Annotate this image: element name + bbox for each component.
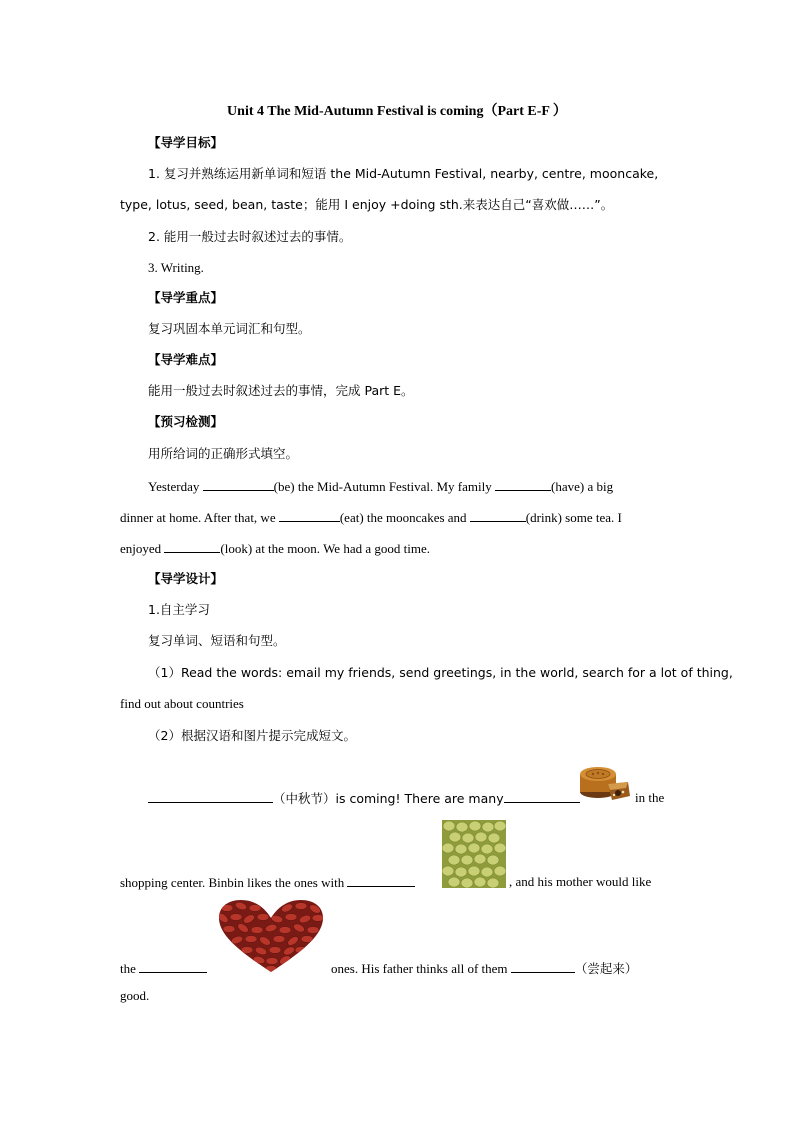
mooncake-picture [578,762,632,802]
passage-text: in the [635,790,665,805]
passage-text: the [120,961,140,976]
passage-line-3-cont [331,960,637,977]
difficulty-text: 能用一般过去时叙述过去的事情，完成 Part E。 [148,383,414,398]
passage-text: （尝起来） [574,961,638,976]
design-heading: 【导学设计】 [148,571,224,586]
item-1-line-2: find out about countries [120,696,244,711]
goal-1-line-2: type, lotus, seed, bean, taste；能用 I enjoy +doing sth.来表达自己“喜欢做……”。 [120,197,614,212]
preview-instruction: 用所给词的正确形式填空。 [148,446,299,461]
answer-blank[interactable] [279,509,340,522]
passage-line-4: good. [120,988,150,1003]
answer-blank[interactable] [148,790,273,803]
page-title: Unit 4 The Mid-Autumn Festival is coming（Part E-F ） [227,104,567,119]
red-beans-heart-picture [217,898,325,974]
exercise-text: (look) at the moon. We had a good time. [220,541,430,556]
exercise-line-3 [120,540,430,557]
goal-3: 3. Writing. [148,260,204,275]
exercise-text: (eat) the mooncakes and [339,510,470,525]
passage-text: shopping center. Binbin likes the ones with [120,875,348,890]
exercise-text: (be) the Mid-Autumn Festival. My family [273,479,495,494]
answer-blank[interactable] [470,509,526,522]
key-points-text: 复习巩固本单元词汇和句型。 [148,321,311,336]
key-points-heading: 【导学重点】 [148,290,224,305]
exercise-text: enjoyed [120,541,165,556]
lotus-seeds-picture [442,820,506,888]
self-study-label: 1.自主学习 [148,602,210,617]
exercise-text: Yesterday [148,479,203,494]
difficulty-heading: 【导学难点】 [148,352,224,367]
answer-blank[interactable] [511,960,575,973]
answer-blank[interactable] [504,790,580,803]
passage-line-3 [120,960,207,977]
exercise-text: (have) a big [551,479,614,494]
goals-heading: 【导学目标】 [148,135,224,150]
passage-text: , and his mother would like [509,874,652,889]
answer-blank[interactable] [164,540,220,553]
item-1-line-1: （1）Read the words: email my friends, send greetings, in the world, search for a lot of thing, [148,665,733,680]
answer-blank[interactable] [139,960,207,973]
exercise-line-1 [148,478,613,495]
goal-1-line-1: 1. 复习并熟练运用新单词和短语 the Mid-Autumn Festival, nearby, centre, mooncake, [148,166,659,181]
goal-2: 2. 能用一般过去时叙述过去的事情。 [148,229,352,244]
passage-line-1 [148,790,580,807]
item-2-instruction: （2）根据汉语和图片提示完成短文。 [148,728,356,743]
exercise-text: (drink) some tea. I [525,510,622,525]
review-instruction: 复习单词、短语和句型。 [148,633,286,648]
passage-line-2 [120,874,415,891]
answer-blank[interactable] [203,478,274,491]
exercise-line-2 [120,509,622,526]
answer-blank[interactable] [347,874,415,887]
exercise-text: dinner at home. After that, we [120,510,279,525]
passage-text: ones. His father thinks all of them [331,961,511,976]
answer-blank[interactable] [495,478,551,491]
preview-heading: 【预习检测】 [148,414,224,429]
passage-text: （中秋节）is coming! There are many [273,791,504,806]
